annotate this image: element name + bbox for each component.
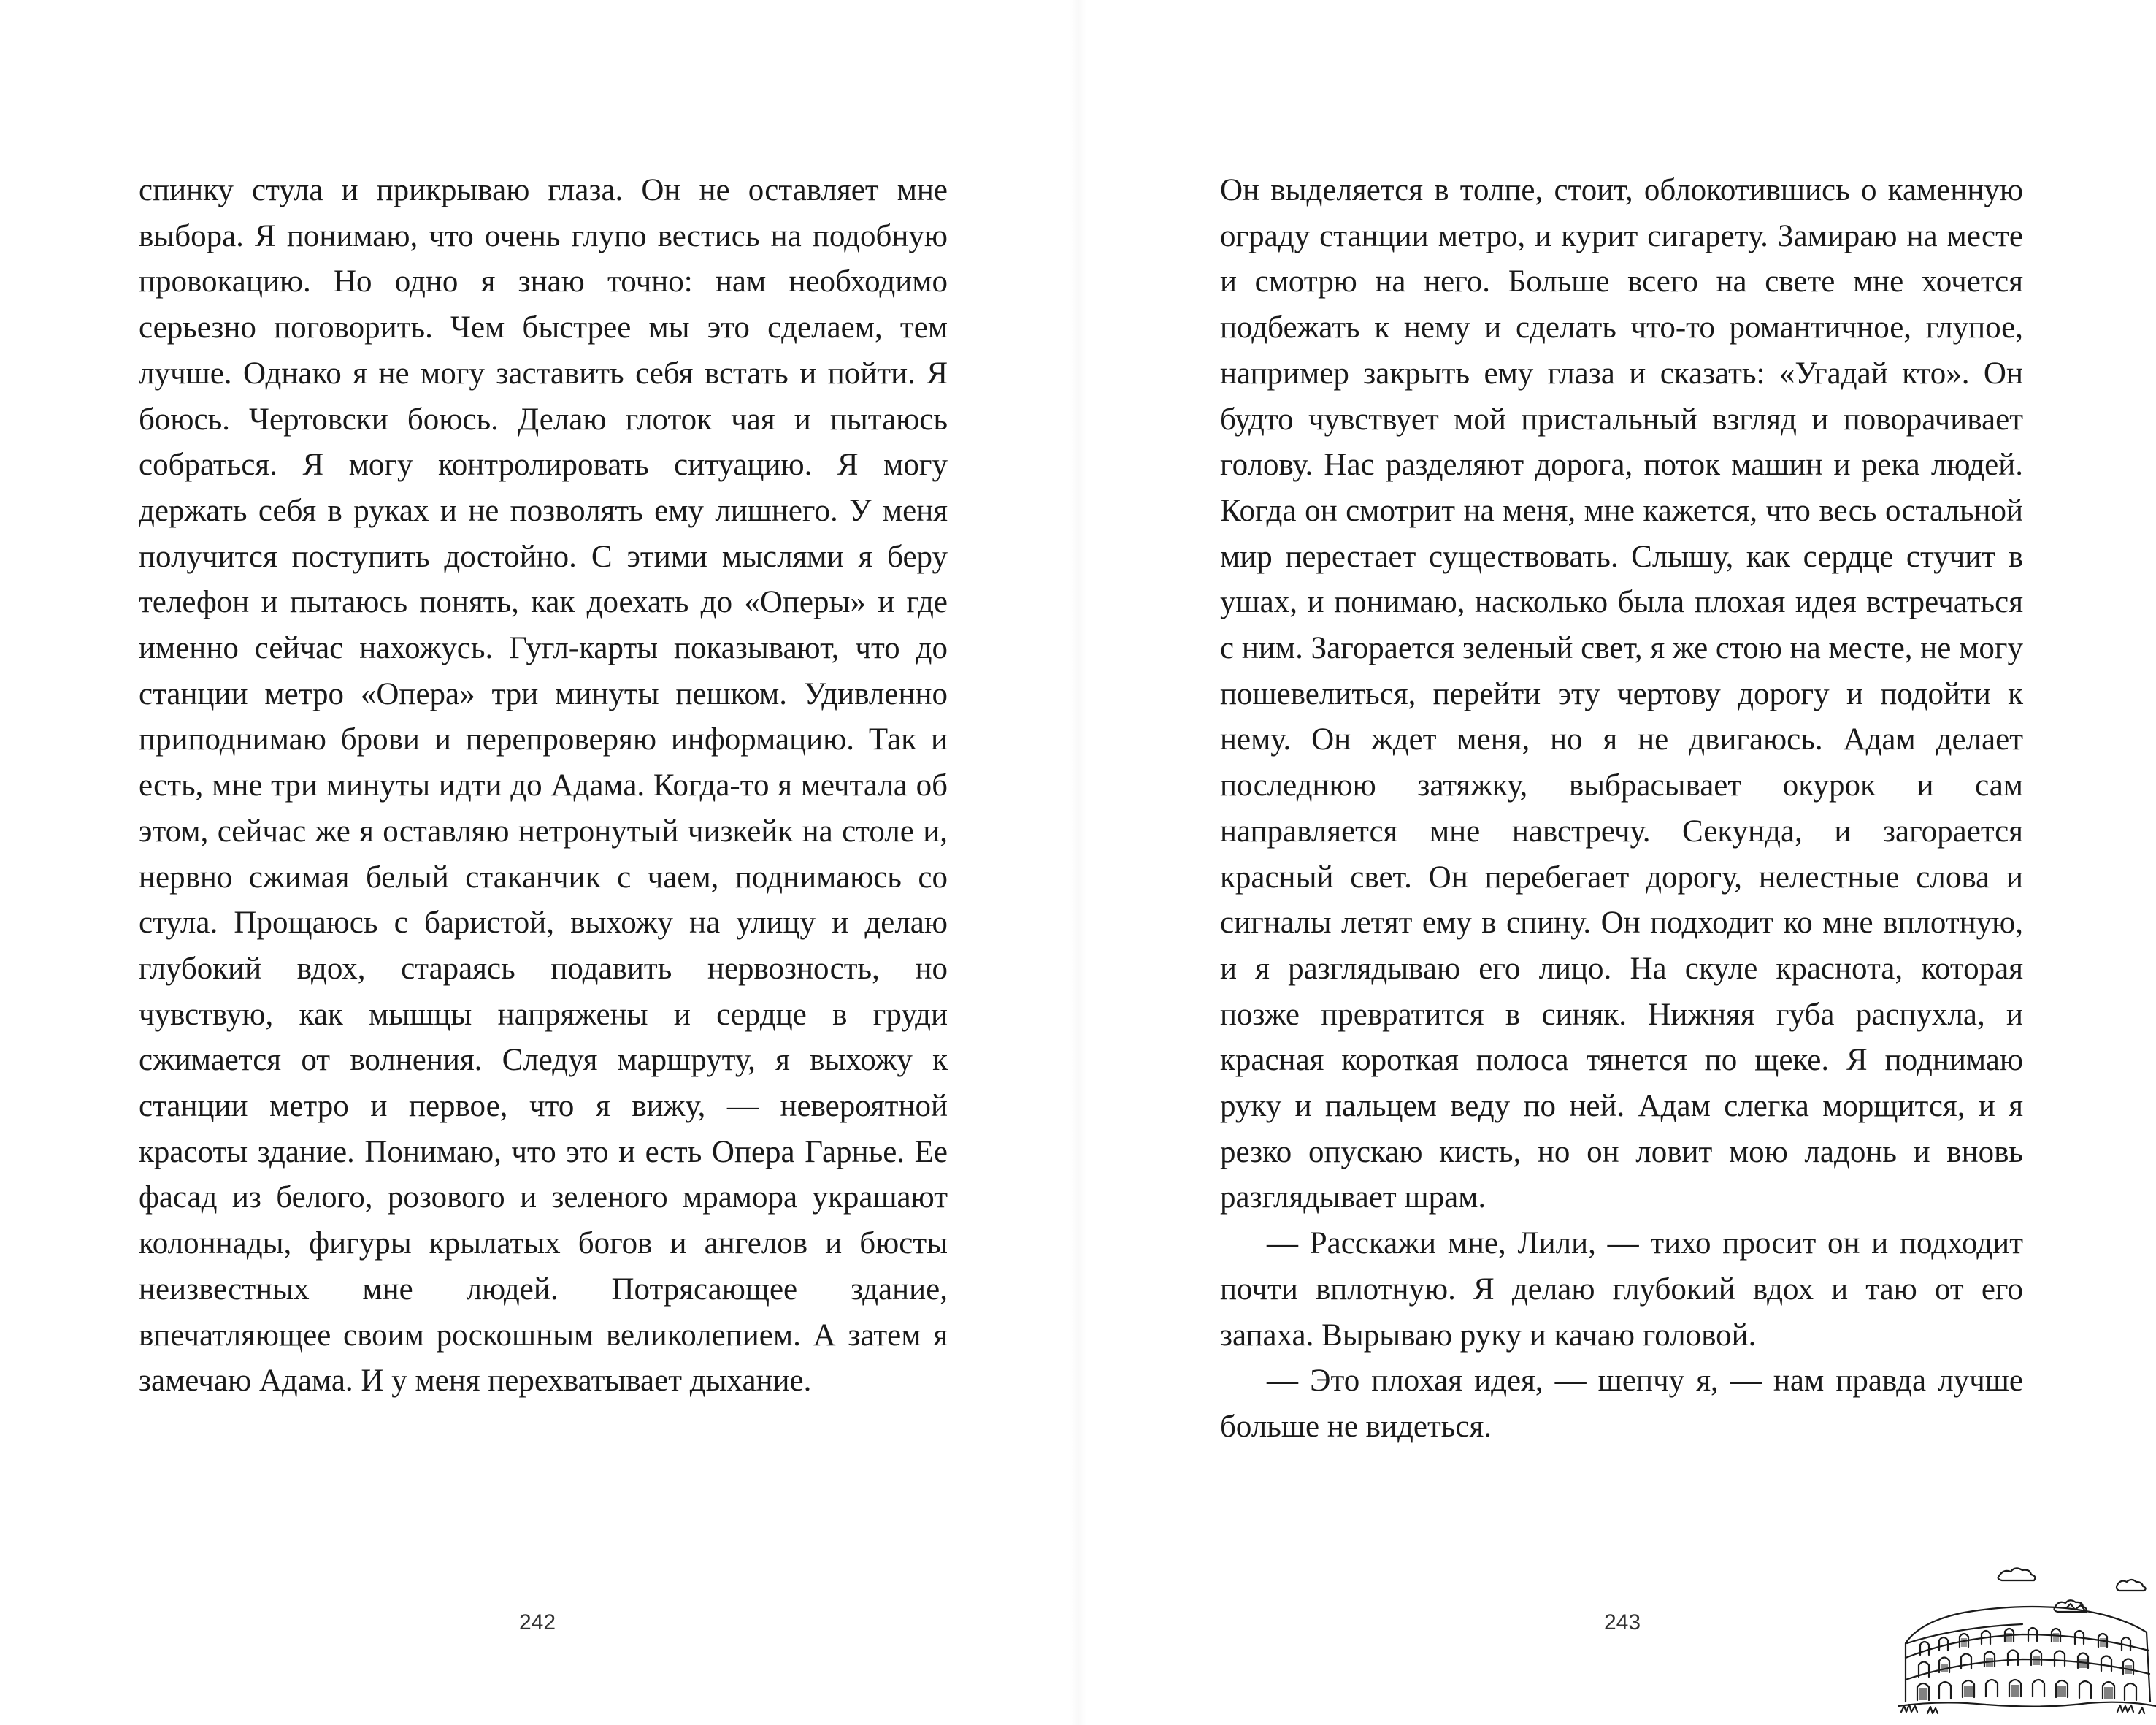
right-page-number: 243 xyxy=(1604,1610,1641,1634)
right-paragraph-1: Он выделяется в толпе, стоит, облокотившись о каменную ограду станции метро, и курит сигарету. Замираю на месте и смотрю на него. Больше всего на свете мне хочется подбежать к нему и сделать что-то романтичное, глупое, например закрыть ему глаза и сказать: «Угадай кто». Он будто чувствует мой пристальный взгляд и поворачивает голову. Нас разделяют дорога, поток машин и река людей. Когда он смотрит на меня, мне кажется, что весь остальной мир перестает существовать. Слышу, как сердце стучит в ушах, и понимаю, насколько была плохая идея встречаться с ним. Загорается зеленый свет, я же стою на месте, не могу пошевелиться, перейти эту чертову дорогу и подойти к нему. Он ждет меня, но я не двигаюсь. Адам делает последнюю затяжку, выбрасывает окурок и сам направляется мне навстречу. Секунда, и загорается красный свет. Он перебегает дорогу, нелестные слова и сигналы летят ему в спину. Он подходит ко мне вплотную, и я разглядываю его лицо. На скуле краснота, которая позже превратится в синяк. Нижняя губа распухла, и красная короткая полоса тянется по щеке. Я поднимаю руку и пальцем веду по ней. Адам слегка морщится, и я резко опускаю кисть, но он ловит мою ладонь и вновь разглядывает шрам. xyxy=(1220,173,2023,1215)
colosseum-illustration-icon xyxy=(1898,1556,2156,1725)
right-paragraph-2: — Расскажи мне, Лили, — тихо просит он и подходит почти вплотную. Я делаю глубокий вдох и таю от его запаха. Вырываю руку и качаю головой. xyxy=(1220,1226,2023,1353)
right-page-text xyxy=(1220,168,2023,1450)
right-paragraph-3: — Это плохая идея, — шепчу я, — нам правда лучше больше не видеться. xyxy=(1220,1363,2023,1444)
left-page-number: 242 xyxy=(519,1610,556,1634)
right-page xyxy=(1078,0,2156,1725)
left-page-text xyxy=(139,168,948,1404)
left-paragraph-1: спинку стула и прикрываю глаза. Он не оставляет мне выбора. Я понимаю, что очень глупо вестись на подобную провокацию. Но одно я знаю точно: нам необходимо серьезно поговорить. Чем быстрее мы это сделаем, тем лучше. Однако я не могу заставить себя встать и пойти. Я боюсь. Чертовски боюсь. Делаю глоток чая и пытаюсь собраться. Я могу контролировать ситуацию. Я могу держать себя в руках и не позволять ему лишнего. У меня получится поступить достойно. С этими мыслями я беру телефон и пытаюсь понять, как доехать до «Оперы» и где именно сейчас нахожусь. Гугл-карты показывают, что до станции метро «Опера» три минуты пешком. Удивленно приподнимаю брови и перепроверяю информацию. Так и есть, мне три минуты идти до Адама. Когда-то я мечтала об этом, сейчас же я оставляю нетронутый чизкейк на столе и, нервно сжимая белый стаканчик с чаем, поднимаюсь со стула. Прощаюсь с баристой, выхожу на улицу и делаю глубокий вдох, стараясь подавить нервозность, но чувствую, как мышцы напряжены и сердце в груди сжимается от волнения. Следуя маршруту, я выхожу к станции метро и первое, что я вижу, — невероятной красоты здание. Понимаю, что это и есть Опера Гарнье. Ее фасад из белого, розового и зеленого мрамора украшают колоннады, фигуры крылатых богов и ангелов и бюсты неизвестных мне людей. Потрясающее здание, впечатляющее своим роскошным великолепием. А затем я замечаю Адама. И у меня перехватывает дыхание. xyxy=(139,173,948,1399)
